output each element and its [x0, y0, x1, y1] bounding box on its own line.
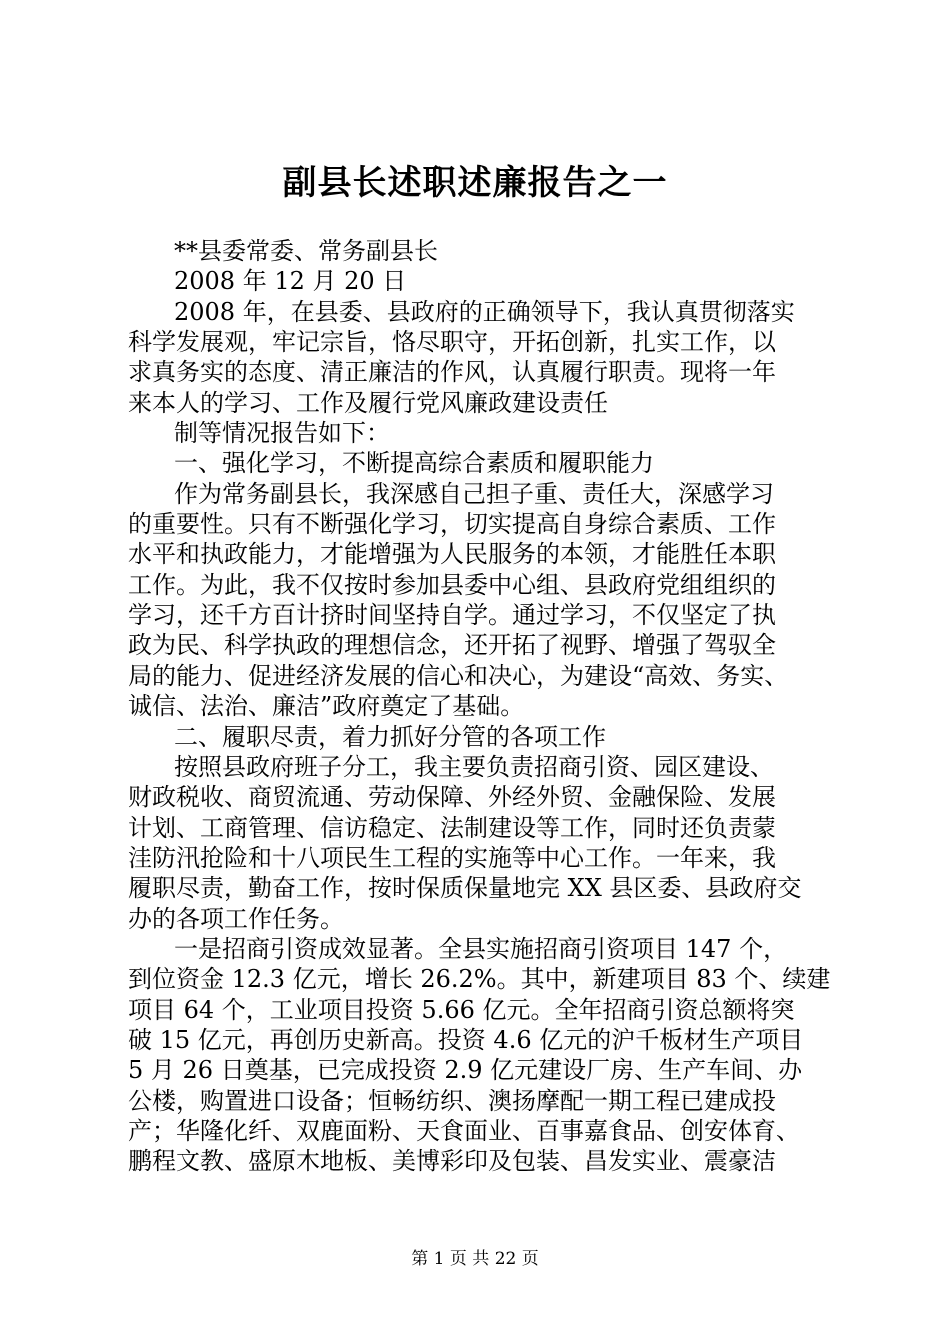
paragraph-line: 工作。为此，我不仅按时参加县委中心组、县政府党组组织的 [128, 570, 776, 599]
paragraph-line: 的重要性。只有不断强化学习，切实提高自身综合素质、工作 [128, 510, 776, 539]
paragraph-line: 作为常务副县长，我深感自己担子重、责任大，深感学习 [174, 479, 774, 508]
paragraph-line: 来本人的学习、工作及履行党风廉政建设责任 [128, 388, 608, 417]
paragraph-line: 学习，还千方百计挤时间坚持自学。通过学习，不仅坚定了执 [128, 601, 776, 630]
paragraph-line: 破 15 亿元，再创历史新高。投资 4.6 亿元的沪千板材生产项目 [128, 1025, 804, 1054]
paragraph-line: 一、强化学习，不断提高综合素质和履职能力 [174, 449, 654, 478]
paragraph-line: 二、履职尽责，着力抓好分管的各项工作 [174, 722, 606, 751]
paragraph-line: 一是招商引资成效显著。全县实施招商引资项目 147 个， [174, 934, 788, 963]
paragraph-line: 2008 年，在县委、县政府的正确领导下，我认真贯彻落实 [174, 297, 795, 326]
paragraph-line: 求真务实的态度、清正廉洁的作风，认真履行职责。现将一年 [128, 358, 776, 387]
paragraph-line: 履职尽责，勤奋工作，按时保质保量地完 XX 县区委、县政府交 [128, 874, 802, 903]
paragraph-line: 科学发展观，牢记宗旨，恪尽职守，开拓创新，扎实工作，以 [128, 328, 776, 357]
paragraph-line: 公楼，购置进口设备；恒畅纺织、澳扬摩配一期工程已建成投 [128, 1086, 776, 1115]
paragraph-line: 局的能力、促进经济发展的信心和决心，为建设“高效、务实、 [128, 661, 789, 690]
paragraph-line: 诚信、法治、廉洁”政府奠定了基础。 [128, 692, 525, 721]
paragraph-line: 水平和执政能力，才能增强为人民服务的本领，才能胜任本职 [128, 540, 776, 569]
paragraph-line: 制等情况报告如下： [174, 419, 390, 448]
paragraph-line: 按照县政府班子分工，我主要负责招商引资、园区建设、 [174, 752, 774, 781]
page-footer: 第 1 页 共 22 页 [411, 1249, 539, 1269]
paragraph-line: 办的各项工作任务。 [128, 904, 344, 933]
paragraph-line: 鹏程文教、盛原木地板、美博彩印及包装、昌发实业、震豪洁 [128, 1147, 776, 1176]
paragraph-line: **县委常委、常务副县长 [174, 237, 438, 265]
paragraph-line: 项目 64 个，工业项目投资 5.66 亿元。全年招商引资总额将突 [128, 995, 795, 1024]
paragraph-line: 政为民、科学执政的理想信念，还开拓了视野、增强了驾驭全 [128, 631, 776, 660]
document-title: 副县长述职述廉报告之一 [282, 163, 668, 203]
paragraph-line: 到位资金 12.3 亿元，增长 26.2%。其中，新建项目 83 个、续建 [128, 965, 831, 994]
paragraph-line: 洼防汛抢险和十八项民生工程的实施等中心工作。一年来，我 [128, 843, 776, 872]
paragraph-line: 财政税收、商贸流通、劳动保障、外经外贸、金融保险、发展 [128, 783, 776, 812]
document-body [128, 236, 852, 1177]
paragraph-line: 产；华隆化纤、双鹿面粉、天食面业、百事嘉食品、创安体育、 [128, 1116, 800, 1145]
paragraph-line: 2008 年 12 月 20 日 [174, 267, 407, 296]
paragraph-line: 计划、工商管理、信访稳定、法制建设等工作，同时还负责蒙 [128, 813, 776, 842]
paragraph-line: 5 月 26 日奠基，已完成投资 2.9 亿元建设厂房、生产车间、办 [128, 1056, 803, 1085]
